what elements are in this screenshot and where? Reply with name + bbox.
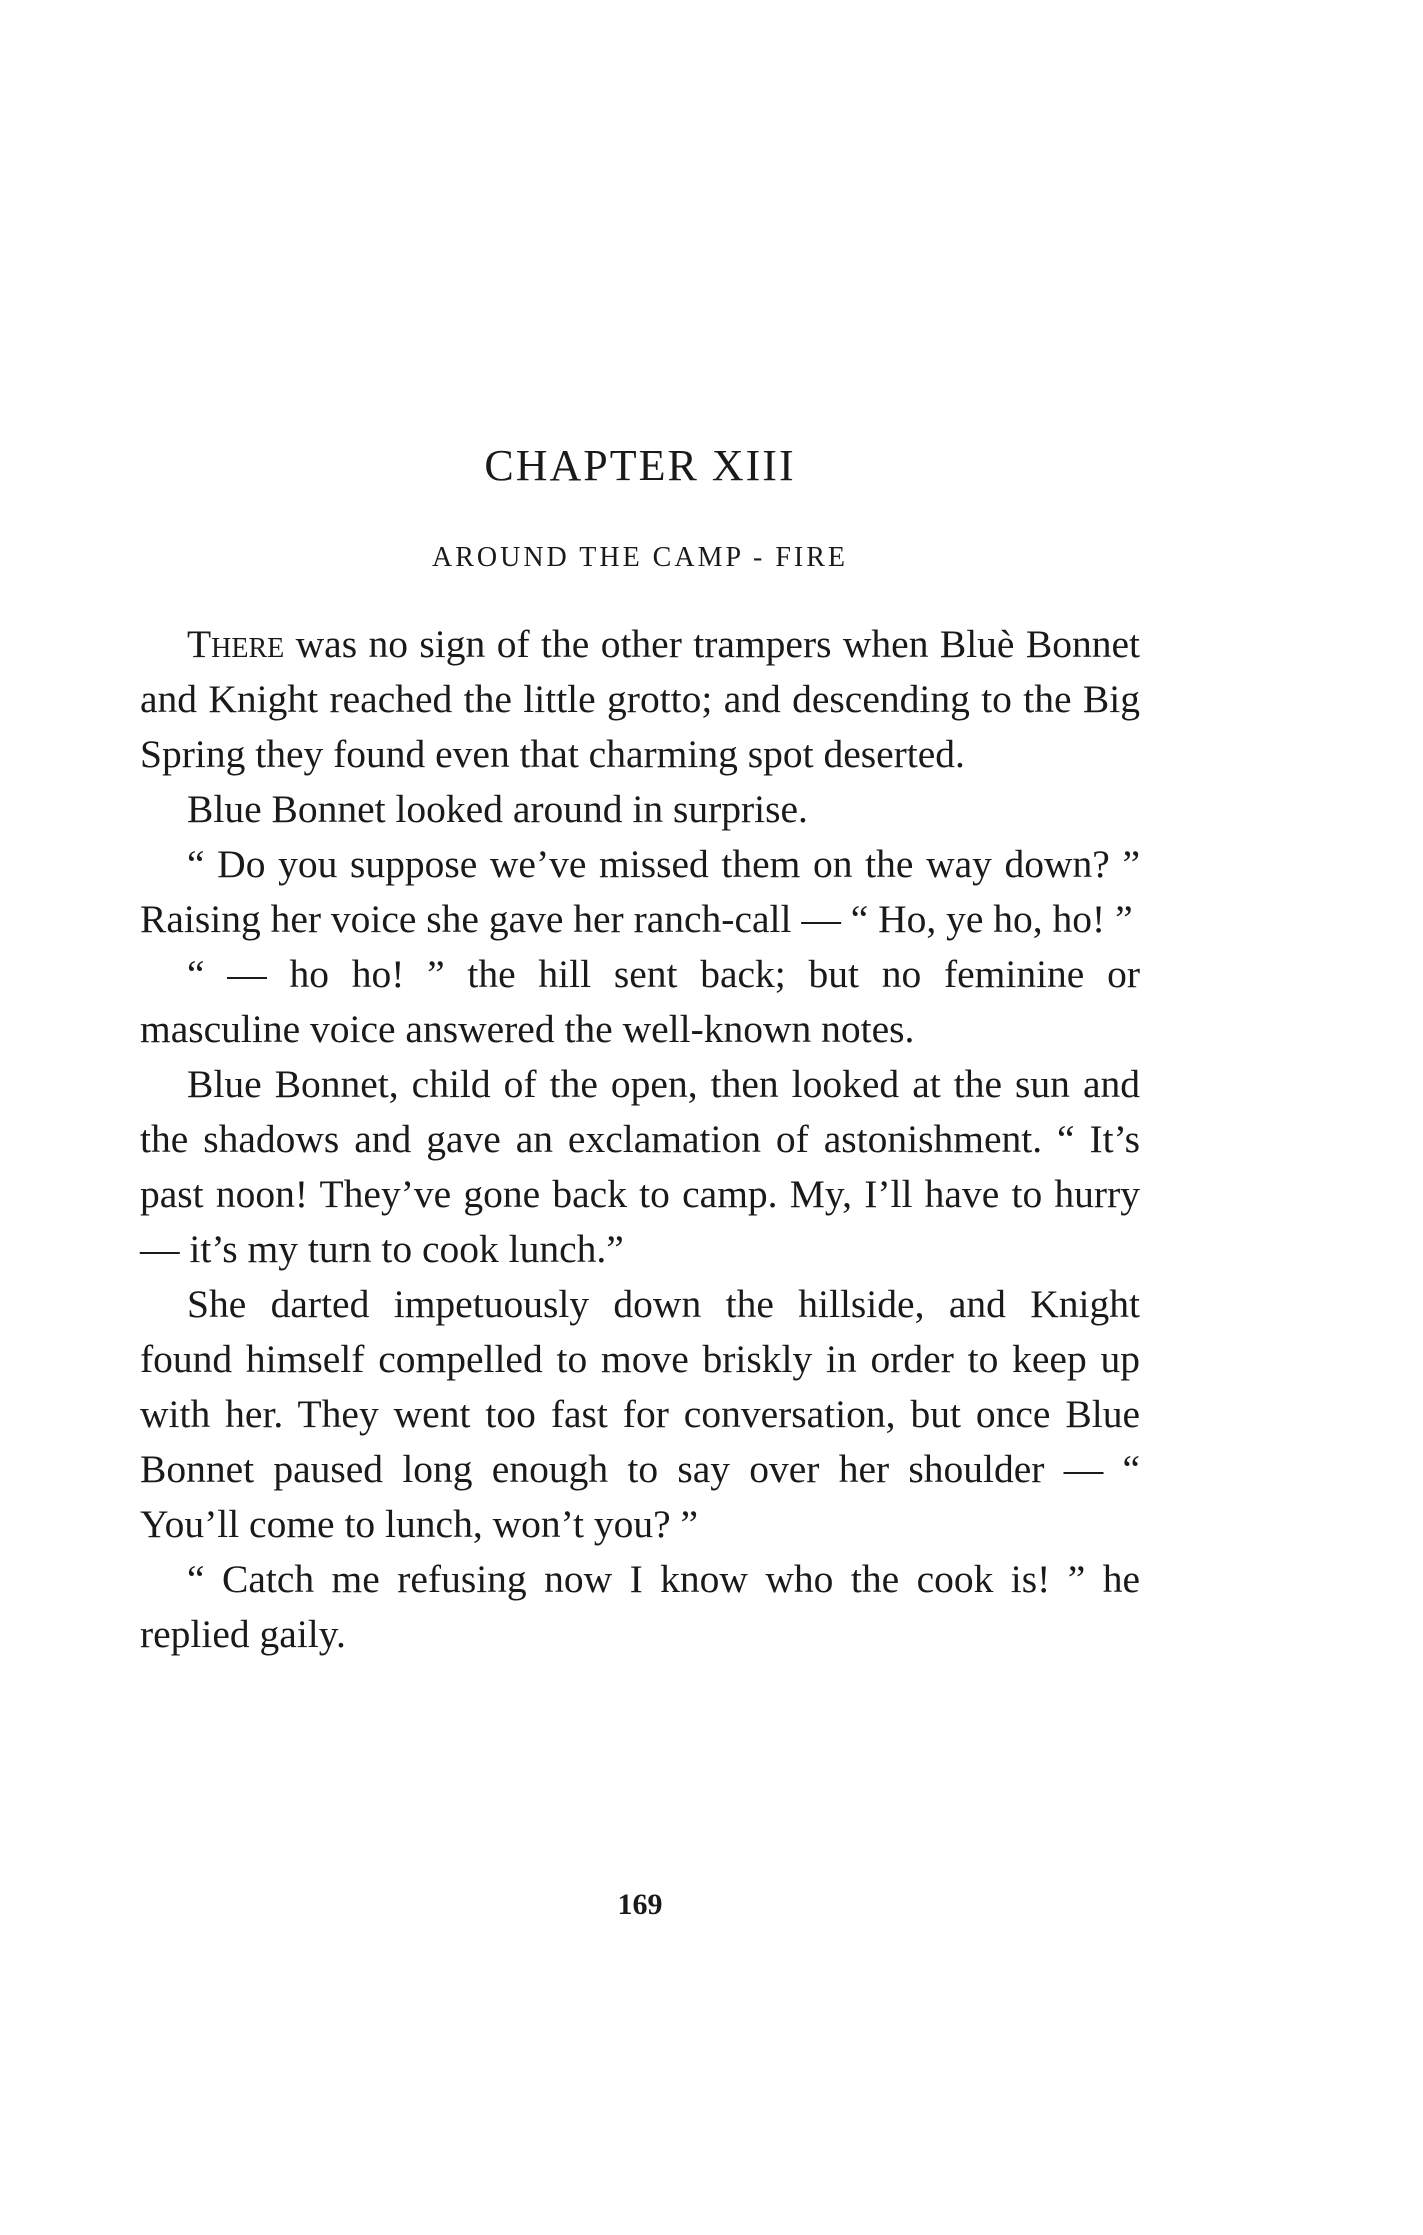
- paragraph-lead-word: There: [187, 622, 285, 666]
- paragraph-7: “ Catch me refusing now I know who the cook is! ” he replied gaily.: [140, 1557, 1140, 1656]
- paragraph-text: was no sign of the other trampers when Bluè Bonnet and Knight reached the little grotto; and descending to the Big Spring they found even that charming spot deserted.: [140, 622, 1140, 776]
- body-text: [140, 617, 1140, 1662]
- chapter-title: CHAPTER XIII: [484, 441, 796, 490]
- paragraph-4: “ — ho ho! ” the hill sent back; but no feminine or masculine voice answered the well-known notes.: [140, 952, 1140, 1051]
- paragraph-1: [140, 617, 1140, 782]
- paragraph-5: Blue Bonnet, child of the open, then looked at the sun and the shadows and gave an exclamation of astonishment. “ It’s past noon! They’ve gone back to camp. My, I’ll have to hurry — it’s my turn to cook lunch.”: [140, 1062, 1140, 1271]
- paragraph-2: Blue Bonnet looked around in surprise.: [187, 787, 808, 831]
- paragraph-3: “ Do you suppose we’ve missed them on the way down? ” Raising her voice she gave her ranch-call — “ Ho, ye ho, ho! ”: [140, 842, 1140, 941]
- page-number: 169: [617, 1888, 663, 1921]
- paragraph-6: She darted impetuously down the hillside, and Knight found himself compelled to move briskly in order to keep up with her. They went too fast for conversation, but once Blue Bonnet paused long enough to say over her shoulder — “ You’ll come to lunch, won’t you? ”: [140, 1282, 1140, 1546]
- chapter-subtitle: AROUND THE CAMP - FIRE: [431, 542, 849, 573]
